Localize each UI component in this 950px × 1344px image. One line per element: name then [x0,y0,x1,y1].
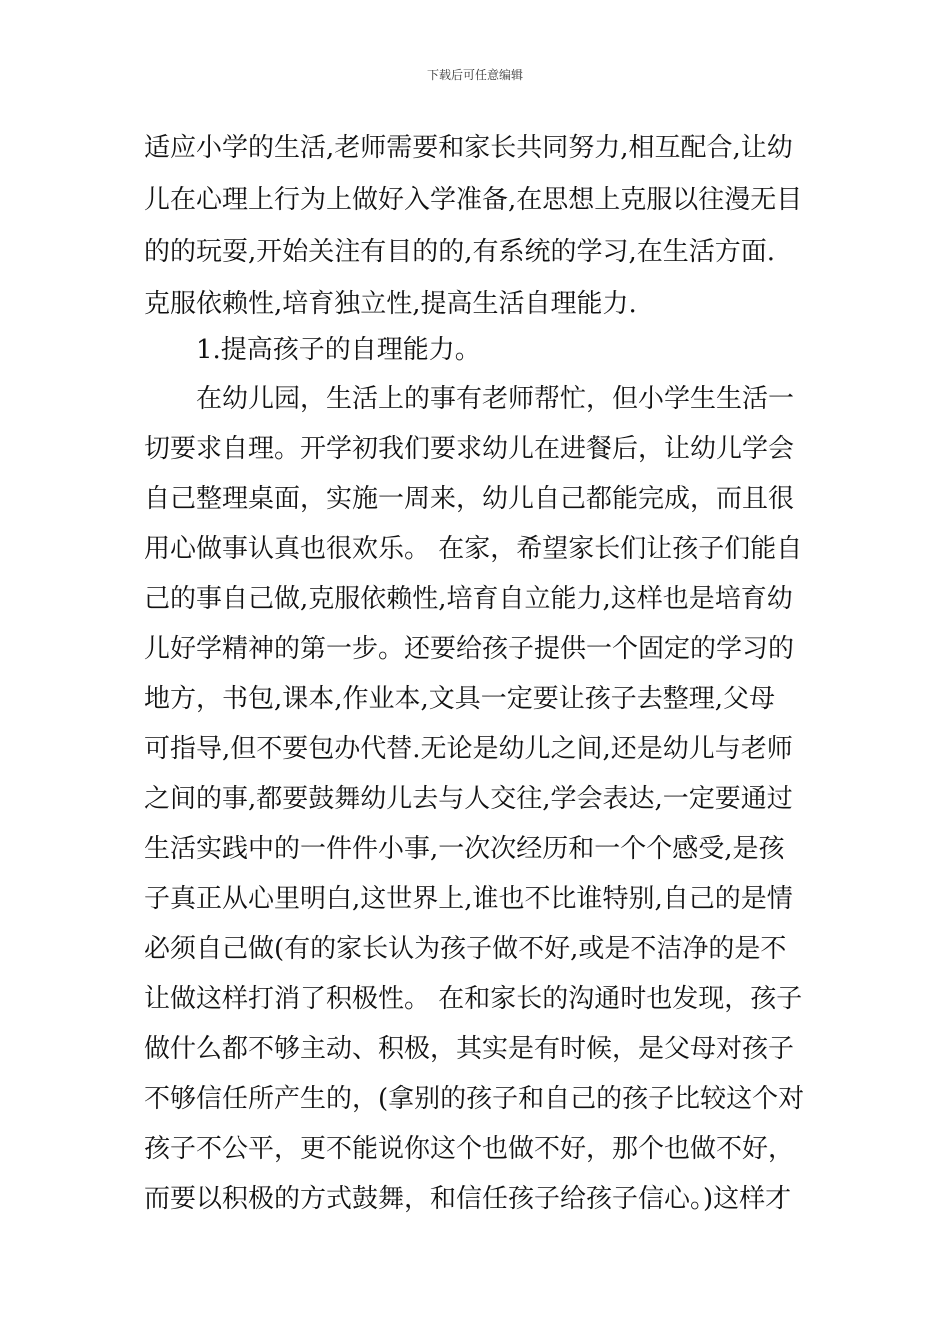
body-line: 的的玩耍,开始关注有目的的,有系统的学习,在生活方面. [144,237,776,267]
body-line: 己的事自己做,克服依赖性,培育自立能力,这样也是培育幼 [144,584,793,614]
body-line: 地方，书包,课本,作业本,文具一定要让孩子去整理,父母 [144,684,776,714]
body-line: 之间的事,都要鼓舞幼儿去与人交往,学会表达,一定要通过 [144,784,793,814]
paragraph-first-line: 在幼儿园，生活上的事有老师帮忙，但小学生生活一 [196,384,795,414]
list-item-heading: 1.提高孩子的自理能力。 [196,335,481,365]
body-line: 而要以积极的方式鼓舞，和信任孩子给孩子信心。)这样才 [144,1184,792,1214]
body-line: 孩子不公平，更不能说你这个也做不好，那个也做不好， [144,1134,795,1164]
body-line: 自己整理桌面，实施一周来，幼儿自己都能完成，而且很 [144,484,795,514]
body-line: 儿在心理上行为上做好入学准备,在思想上克服以往漫无目 [144,185,803,215]
body-line: 克服依赖性,培育独立性,提高生活自理能力. [144,289,637,319]
body-line: 可指导,但不要包办代替.无论是幼儿之间,还是幼儿与老师 [144,734,793,764]
body-line: 子真正从心里明白,这世界上,谁也不比谁特别,自己的是情 [144,884,793,914]
body-line: 儿好学精神的第一步。还要给孩子提供一个固定的学习的 [144,634,795,664]
body-line: 做什么都不够主动、积极，其实是有时候，是父母对孩子 [144,1034,795,1064]
page-header: 下载后可任意编辑 [426,68,523,82]
body-line: 不够信任所产生的，(拿别的孩子和自己的孩子比较这个对 [144,1084,805,1114]
body-line: 生活实践中的一件件小事,一次次经历和一个个感受,是孩 [144,834,785,864]
body-line: 切要求自理。开学初我们要求幼儿在进餐后，让幼儿学会 [144,434,795,464]
body-line: 必须自己做(有的家长认为孩子做不好,或是不洁净的是不 [144,934,787,964]
body-line: 让做这样打消了积极性。 在和家长的沟通时也发现，孩子 [144,984,803,1014]
body-line: 适应小学的生活,老师需要和家长共同努力,相互配合,让幼 [144,133,793,163]
body-line: 用心做事认真也很欢乐。 在家，希望家长们让孩子们能自 [144,534,803,564]
